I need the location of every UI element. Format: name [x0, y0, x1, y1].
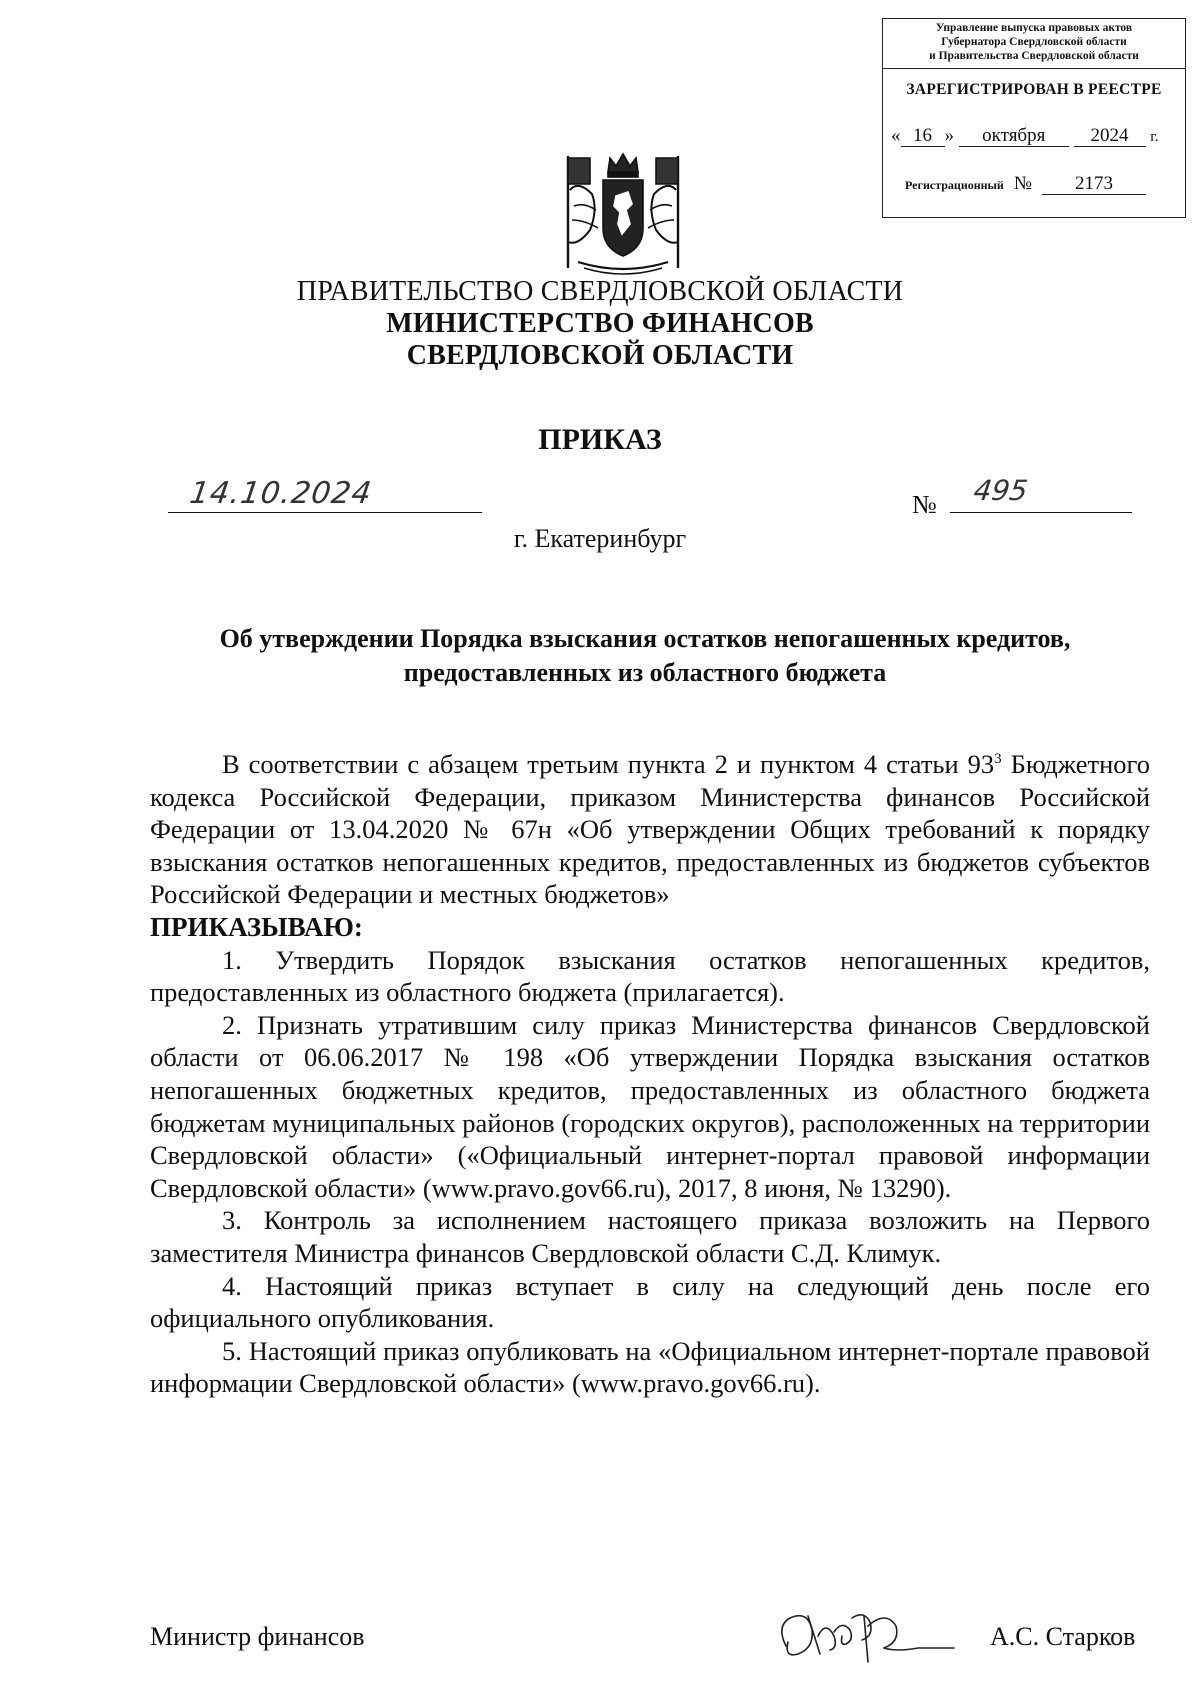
stamp-year-suffix: г. [1150, 129, 1159, 145]
order-title-line: Об утверждении Порядка взыскания остатков непогашенных кредитов, [219, 624, 1071, 653]
order-item-2: 2. Признать утратившим силу приказ Министерства финансов Свердловской области от 06.06.2017 № 198 «Об утверждении Порядка взыскания остатков непогашенных бюджетных кредитов, предоставленных из областного бюджета бюджетам муниципальных районов (городских округов), расположенных на территории Свердловской области» («Официальный интернет-портал правовой информации Свердловской области» (www.pravo.gov66.ru), 2017, 8 июня, № 13290). [150, 1009, 1150, 1203]
registration-stamp [882, 18, 1186, 218]
handwritten-signature [768, 1596, 968, 1676]
stamp-registered-text: ЗАРЕГИСТРИРОВАН В РЕЕСТРЕ [906, 81, 1162, 98]
coat-of-arms-icon [548, 150, 698, 280]
stamp-header-line: Управление выпуска правовых актов [935, 22, 1133, 34]
date-underline [168, 512, 482, 513]
order-number: 495 [971, 474, 1030, 507]
document-type: ПРИКАЗ [538, 423, 662, 456]
preamble-superscript: 3 [994, 751, 1002, 768]
stamp-header-line: и Правительства Свердловской области [929, 50, 1139, 62]
stamp-reg-label: Регистрационный [905, 178, 1004, 192]
stamp-number-sign: № [1013, 173, 1032, 194]
stamp-day: 16 [901, 126, 945, 147]
order-body [150, 748, 1150, 1400]
ministry-name-line1: МИНИСТЕРСТВО ФИНАНСОВ [386, 308, 814, 339]
order-item-1: 1. Утвердить Порядок взыскания остатков непогашенных кредитов, предоставленных из областного бюджета (прилагается). [150, 944, 1150, 1008]
government-name: ПРАВИТЕЛЬСТВО СВЕРДЛОВСКОЙ ОБЛАСТИ [296, 276, 904, 307]
stamp-date: « 16 » октября 2024 г. [891, 125, 1159, 146]
stamp-reg-number: 2173 [1042, 174, 1146, 195]
number-underline [950, 512, 1132, 513]
order-title-line: предоставленных из областного бюджета [403, 658, 887, 687]
signatory-name: А.С. Старков [990, 1622, 1136, 1651]
order-item-5: 5. Настоящий приказ опубликовать на «Официальном интернет-портале правовой информации Свердловской области» (www.pravo.gov66.ru). [150, 1335, 1150, 1399]
preamble-text-part1: В соответствии с абзацем третьим пункта 2 и пунктом 4 статьи 93 [222, 749, 995, 779]
preamble-paragraph [150, 748, 1150, 911]
stamp-year: 2024 [1074, 126, 1146, 147]
stamp-reg-number-row [905, 173, 1179, 195]
order-city: г. Екатеринбург [513, 524, 687, 553]
stamp-month: октября [959, 126, 1069, 147]
order-title [150, 622, 1140, 690]
order-date: 14.10.2024 [187, 476, 375, 511]
signatory-position: Министр финансов [150, 1622, 365, 1651]
preamble-text-part2: Бюджетного кодекса Российской Федерации, приказом Министерства финансов Российской Федерации от 13.04.2020 № 67н «Об утверждении Общих требований к порядку взыскания остатков непогашенных кредитов, предоставленных из бюджетов субъектов Российской Федерации и местных бюджетов» [150, 749, 1150, 910]
stamp-header-line: Губернатора Свердловской области [941, 36, 1127, 48]
order-item-3: 3. Контроль за исполнением настоящего приказа возложить на Первого заместителя Министра финансов Свердловской области С.Д. Климук. [150, 1205, 1150, 1268]
order-number-sign: № [912, 490, 937, 519]
order-item-4: 4. Настоящий приказ вступает в силу на следующий день после его официального опубликования. [150, 1270, 1150, 1334]
ministry-name-line2: СВЕРДЛОВСКОЙ ОБЛАСТИ [406, 340, 794, 371]
stamp-header [883, 19, 1185, 69]
order-command-word: ПРИКАЗЫВАЮ: [150, 911, 363, 942]
